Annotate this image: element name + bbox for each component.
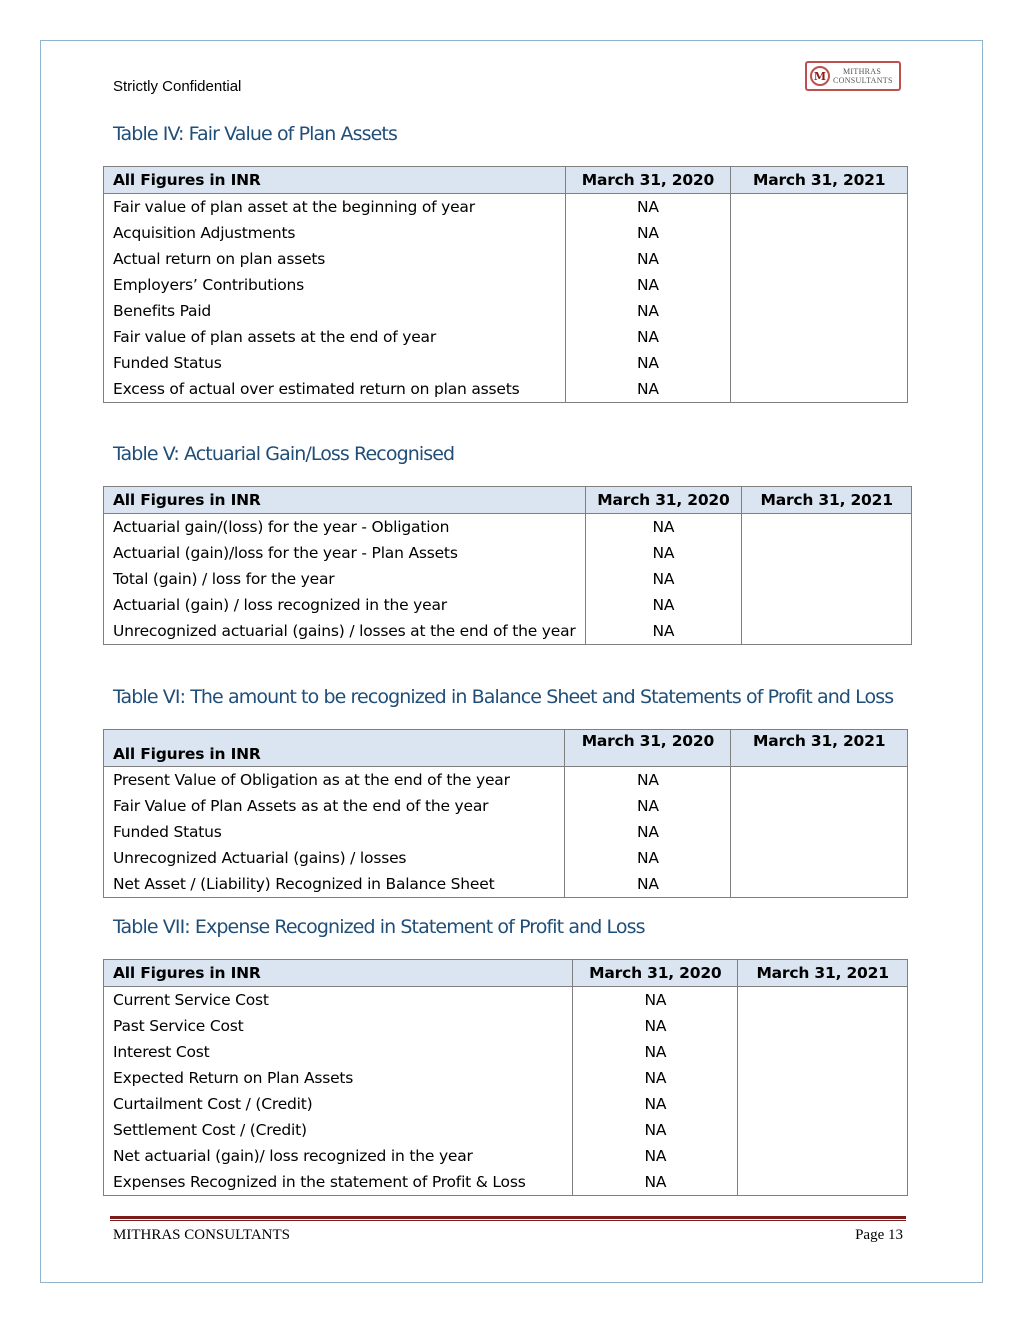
table-header-row xyxy=(104,960,908,987)
table-row xyxy=(104,566,912,592)
footer-company: MITHRAS CONSULTANTS xyxy=(113,1227,291,1243)
value-2021 xyxy=(731,272,908,298)
value-2020: NA xyxy=(565,845,731,871)
value-2021 xyxy=(731,298,908,324)
table-row xyxy=(104,871,908,898)
table-row xyxy=(104,376,908,403)
table4-title: Table IV: Fair Value of Plan Assets xyxy=(113,123,397,145)
row-label: Fair value of plan assets at the end of year xyxy=(104,324,566,350)
col-header-2020: March 31, 2020 xyxy=(573,960,738,987)
col-header-2021: March 31, 2021 xyxy=(742,487,912,514)
row-label: Expected Return on Plan Assets xyxy=(104,1065,573,1091)
col-header-2021: March 31, 2021 xyxy=(738,960,908,987)
row-label: Actuarial (gain) / loss recognized in the year xyxy=(104,592,586,618)
value-2021 xyxy=(731,324,908,350)
value-2020: NA xyxy=(585,540,742,566)
col-header-2020: March 31, 2020 xyxy=(585,487,742,514)
table-row xyxy=(104,1039,908,1065)
table-row xyxy=(104,1117,908,1143)
row-label: Net actuarial (gain)/ loss recognized in the year xyxy=(104,1143,573,1169)
table-row xyxy=(104,819,908,845)
table-row xyxy=(104,220,908,246)
row-label: Current Service Cost xyxy=(104,987,573,1014)
table7 xyxy=(103,959,908,1196)
row-label: Fair value of plan asset at the beginning of year xyxy=(104,194,566,221)
value-2021 xyxy=(742,592,912,618)
footer-rule-thin xyxy=(110,1220,906,1221)
value-2020: NA xyxy=(565,194,731,221)
table-header-row xyxy=(104,487,912,514)
col-header-label: All Figures in INR xyxy=(104,960,573,987)
table-row xyxy=(104,246,908,272)
value-2021 xyxy=(738,1065,908,1091)
table-row xyxy=(104,1013,908,1039)
row-label: Unrecognized actuarial (gains) / losses at the end of the year xyxy=(104,618,586,645)
row-label: Net Asset / (Liability) Recognized in Balance Sheet xyxy=(104,871,565,898)
row-label: Funded Status xyxy=(104,350,566,376)
value-2020: NA xyxy=(585,514,742,541)
value-2020: NA xyxy=(573,987,738,1014)
value-2020: NA xyxy=(573,1091,738,1117)
row-label: Curtailment Cost / (Credit) xyxy=(104,1091,573,1117)
value-2021 xyxy=(731,793,908,819)
value-2021 xyxy=(731,845,908,871)
table-row xyxy=(104,298,908,324)
value-2020: NA xyxy=(565,793,731,819)
row-label: Actuarial (gain)/loss for the year - Plan Assets xyxy=(104,540,586,566)
col-header-label: All Figures in INR xyxy=(104,167,566,194)
value-2020: NA xyxy=(565,272,731,298)
row-label: Total (gain) / loss for the year xyxy=(104,566,586,592)
col-header-2021: March 31, 2021 xyxy=(731,730,908,767)
table-row xyxy=(104,618,912,645)
table-header-row xyxy=(104,730,908,767)
row-label: Actual return on plan assets xyxy=(104,246,566,272)
value-2020: NA xyxy=(573,1013,738,1039)
value-2020: NA xyxy=(573,1065,738,1091)
value-2021 xyxy=(731,819,908,845)
logo-line1: MITHRAS xyxy=(843,67,882,76)
value-2020: NA xyxy=(573,1039,738,1065)
table-row xyxy=(104,845,908,871)
table-header-row xyxy=(104,167,908,194)
value-2020: NA xyxy=(565,298,731,324)
value-2021 xyxy=(731,871,908,898)
value-2021 xyxy=(738,987,908,1014)
value-2021 xyxy=(731,767,908,794)
col-header-label: All Figures in INR xyxy=(104,487,586,514)
table-row xyxy=(104,767,908,794)
value-2021 xyxy=(731,246,908,272)
value-2021 xyxy=(738,1169,908,1196)
logo-text xyxy=(833,67,893,85)
row-label: Settlement Cost / (Credit) xyxy=(104,1117,573,1143)
col-header-label: All Figures in INR xyxy=(104,730,565,767)
value-2021 xyxy=(742,540,912,566)
value-2021 xyxy=(731,376,908,403)
table-row xyxy=(104,540,912,566)
table-row xyxy=(104,987,908,1014)
table-row xyxy=(104,272,908,298)
table5-title: Table V: Actuarial Gain/Loss Recognised xyxy=(113,443,455,465)
logo-mark: M xyxy=(810,66,830,86)
value-2021 xyxy=(742,514,912,541)
value-2021 xyxy=(738,1091,908,1117)
table-row xyxy=(104,324,908,350)
table-row xyxy=(104,1143,908,1169)
value-2020: NA xyxy=(565,350,731,376)
col-header-2020: March 31, 2020 xyxy=(565,167,731,194)
value-2020: NA xyxy=(585,618,742,645)
value-2020: NA xyxy=(585,592,742,618)
row-label: Benefits Paid xyxy=(104,298,566,324)
footer-rule xyxy=(110,1216,906,1219)
value-2021 xyxy=(738,1143,908,1169)
table5 xyxy=(103,486,912,645)
table6 xyxy=(103,729,908,898)
row-label: Present Value of Obligation as at the end of the year xyxy=(104,767,565,794)
value-2021 xyxy=(742,618,912,645)
row-label: Fair Value of Plan Assets as at the end of the year xyxy=(104,793,565,819)
table6-title: Table VI: The amount to be recognized in Balance Sheet and Statements of Profit and Loss xyxy=(113,686,894,708)
value-2021 xyxy=(731,220,908,246)
table-row xyxy=(104,1091,908,1117)
value-2020: NA xyxy=(573,1169,738,1196)
row-label: Unrecognized Actuarial (gains) / losses xyxy=(104,845,565,871)
table-row xyxy=(104,194,908,221)
row-label: Actuarial gain/(loss) for the year - Obligation xyxy=(104,514,586,541)
logo-line2: CONSULTANTS xyxy=(833,76,893,85)
col-header-2021: March 31, 2021 xyxy=(731,167,908,194)
value-2020: NA xyxy=(565,871,731,898)
row-label: Acquisition Adjustments xyxy=(104,220,566,246)
table-row xyxy=(104,514,912,541)
value-2020: NA xyxy=(573,1117,738,1143)
value-2020: NA xyxy=(565,819,731,845)
value-2021 xyxy=(731,350,908,376)
row-label: Employers’ Contributions xyxy=(104,272,566,298)
table-row xyxy=(104,1169,908,1196)
value-2020: NA xyxy=(573,1143,738,1169)
value-2021 xyxy=(738,1039,908,1065)
value-2020: NA xyxy=(565,246,731,272)
row-label: Excess of actual over estimated return on plan assets xyxy=(104,376,566,403)
table-row xyxy=(104,592,912,618)
row-label: Past Service Cost xyxy=(104,1013,573,1039)
page-number: Page 13 xyxy=(855,1227,903,1243)
value-2020: NA xyxy=(565,767,731,794)
col-header-2020: March 31, 2020 xyxy=(565,730,731,767)
table-row xyxy=(104,350,908,376)
table-row xyxy=(104,793,908,819)
value-2020: NA xyxy=(585,566,742,592)
value-2021 xyxy=(742,566,912,592)
confidential-label: Strictly Confidential xyxy=(113,78,242,95)
value-2021 xyxy=(738,1117,908,1143)
row-label: Funded Status xyxy=(104,819,565,845)
table4 xyxy=(103,166,908,403)
table7-title: Table VII: Expense Recognized in Statement of Profit and Loss xyxy=(113,916,645,938)
table-row xyxy=(104,1065,908,1091)
row-label: Expenses Recognized in the statement of Profit & Loss xyxy=(104,1169,573,1196)
value-2020: NA xyxy=(565,220,731,246)
value-2020: NA xyxy=(565,376,731,403)
value-2021 xyxy=(731,194,908,221)
company-logo xyxy=(805,61,901,91)
row-label: Interest Cost xyxy=(104,1039,573,1065)
value-2020: NA xyxy=(565,324,731,350)
value-2021 xyxy=(738,1013,908,1039)
